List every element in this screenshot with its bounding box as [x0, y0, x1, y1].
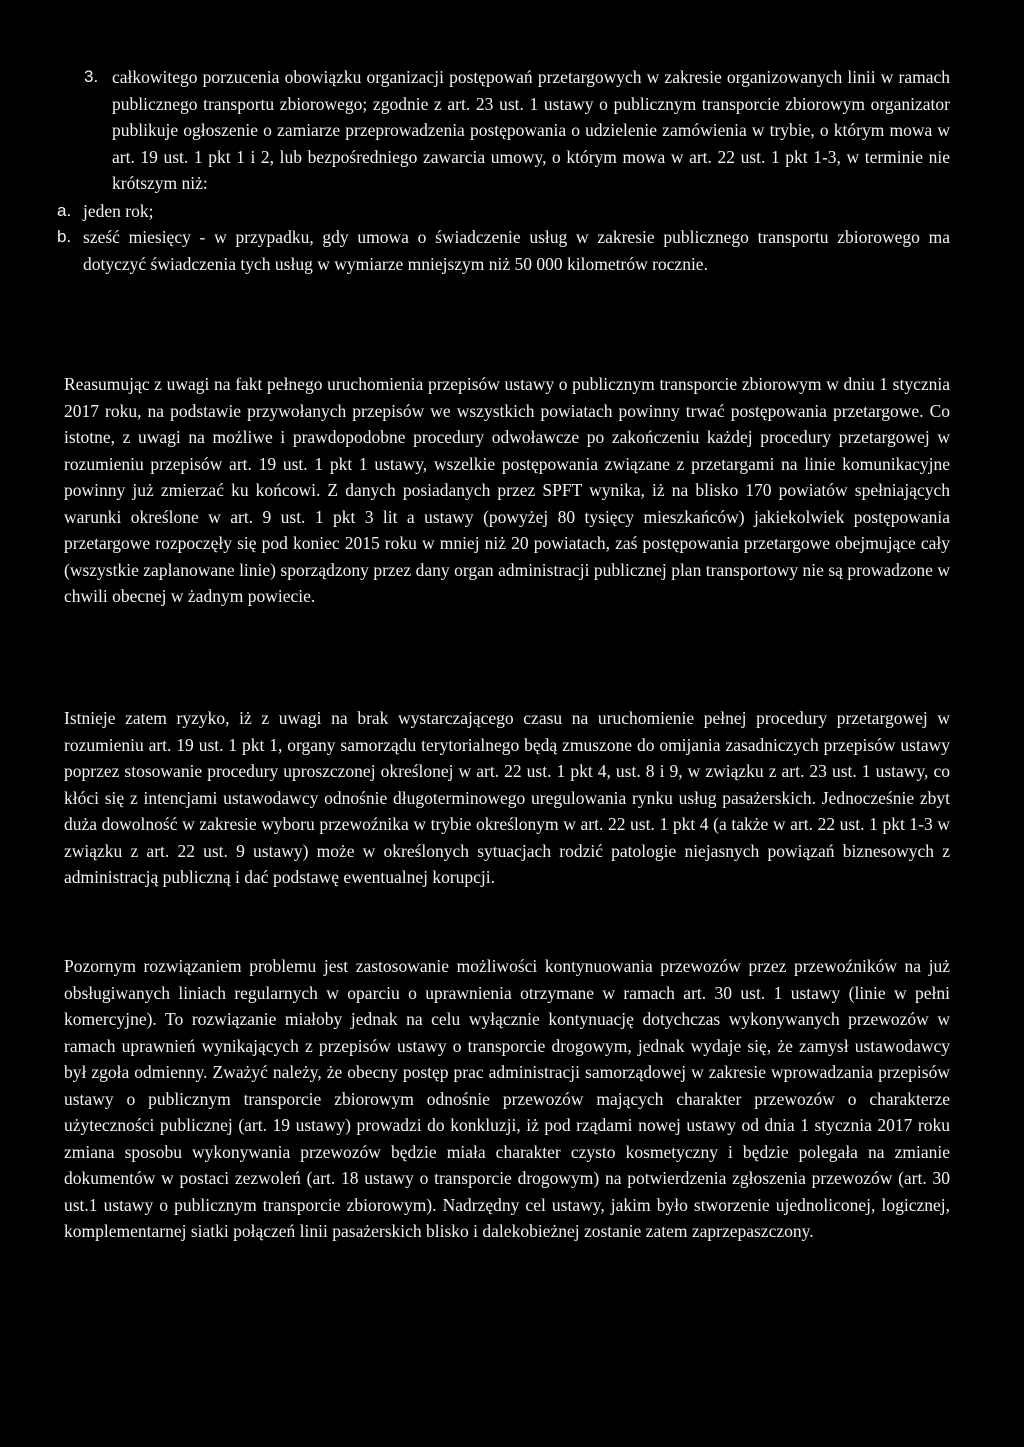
sub-list-item-b: [57, 224, 950, 277]
sub-list-item-a: [57, 198, 950, 225]
sub-list: [57, 198, 950, 278]
list-item-text: całkowitego porzucenia obowiązku organizacji postępowań przetargowych w zakresie organizowanych linii w ramach publicznego transportu zbiorowego; zgodnie z art. 23 ust. 1 ustawy o publicznym transporcie zbiorowym organizator publikuje ogłoszenie o zamiarze przeprowadzenia postępowania o udzielenie zamówienia w trybie, o którym mowa w art. 19 ust. 1 pkt 1 i 2, lub bezpośredniego zawarcia umowy, o którym mowa w art. 22 ust. 1 pkt 1-3, w terminie nie krótszym niż:: [112, 67, 950, 193]
sub-list-text: jeden rok;: [83, 200, 154, 221]
paragraph-apparent-solution: Pozornym rozwiązaniem problemu jest zastosowanie możliwości kontynuowania przewozów przez przewoźników na już obsługiwanych liniach regularnych w oparciu o uprawnienia otrzymane w ramach art. 30 ust. 1 ustawy (linie w pełni komercyjne). To rozwiązanie miałoby jednak na celu wyłącznie kontynuację dotychczas wykonywanych przewozów w ramach uprawnień wynikających z przepisów ustawy o transporcie drogowym, jednak wydaje się, że zamysł ustawodawcy był zgoła odmienny. Zważyć należy, że obecny postęp prac administracji samorządowej w zakresie wprowadzania przepisów ustawy o publicznym transporcie zbiorowym odnośnie przewozów mających charakter przewozów o charakterze użyteczności publicznej (art. 19 ustawy) prowadzi do konkluzji, iż pod rządami nowej ustawy od dnia 1 stycznia 2017 roku zmiana sposobu wykonywania przewozów będzie miała charakter czysto kosmetyczny i będzie polegała na zmianie dokumentów w postaci zezwoleń (art. 18 ustawy o transporcie drogowym) na potwierdzenia zgłoszenia przewozów (art. 30 ust.1 ustawy o publicznym transporcie zbiorowym). Nadrzędny cel ustawy, jakim było stworzenie ujednoliconej, logicznej, komplementarnej siatki połączeń linii pasażerskich blisko i dalekobieżnej zostanie zatem zaprzepaszczony.: [64, 956, 950, 1241]
sub-list-text: sześć miesięcy - w przypadku, gdy umowa o świadczenie usług w zakresie publicznego transportu zbiorowego ma dotyczyć świadczenia tych usług w wymiarze mniejszym niż 50 000 kilometrów rocznie.: [83, 227, 950, 274]
numbered-list-item-3: [57, 64, 950, 277]
sub-list-marker: b.: [57, 227, 72, 246]
list-marker: 3.: [84, 67, 99, 86]
paragraph-risk: Istnieje zatem ryzyko, iż z uwagi na brak wystarczającego czasu na uruchomienie pełnej procedury przetargowej w rozumieniu art. 19 ust. 1 pkt 1, organy samorządu terytorialnego będą zmuszone do omijania zasadniczych przepisów ustawy poprzez stosowanie procedury uproszczonej określonej w art. 22 ust. 1 pkt 4, ust. 8 i 9, w związku z art. 23 ust. 1 ustawy, co kłóci się z intencjami ustawodawcy odnośnie długoterminowego uregulowania rynku usług pasażerskich. Jednocześnie zbyt duża dowolność w zakresie wyboru przewoźnika w trybie określonym w art. 22 ust. 1 pkt 4 (a także w art. 22 ust. 1 pkt 1-3 w związku z art. 22 ust. 9 ustawy) może w określonych sytuacjach rodzić patologie niejasnych powiązań biznesowych z administracją publiczną i dać podstawę ewentualnej korupcji.: [64, 708, 950, 887]
list-item-body: [57, 64, 950, 277]
paragraph-summary: Reasumując z uwagi na fakt pełnego uruchomienia przepisów ustawy o publicznym transporcie zbiorowym w dniu 1 stycznia 2017 roku, na podstawie przywołanych przepisów we wszystkich powiatach powinny trwać postępowania przetargowe. Co istotne, z uwagi na możliwe i prawdopodobne procedury odwoławcze po zakończeniu każdej procedury przetargowej w rozumieniu przepisów art. 19 ust. 1 pkt 1 ustawy, wszelkie postępowania związane z przetargami na linie komunikacyjne powinny już zmierzać ku końcowi. Z danych posiadanych przez SPFT wynika, iż na blisko 170 powiatów spełniających warunki określone w art. 9 ust. 1 pkt 3 lit a ustawy (powyżej 80 tysięcy mieszkańców) jakiekolwiek postępowania przetargowe rozpoczęły się pod koniec 2015 roku w mniej niż 20 powiatach, zaś postępowania przetargowe obejmujące cały (wszystkie zaplanowane linie) sporządzony przez dany organ administracji publicznej plan transportowy nie są prowadzone w chwili obecnej w żadnym powiecie.: [64, 374, 950, 606]
sub-list-marker: a.: [57, 200, 72, 220]
